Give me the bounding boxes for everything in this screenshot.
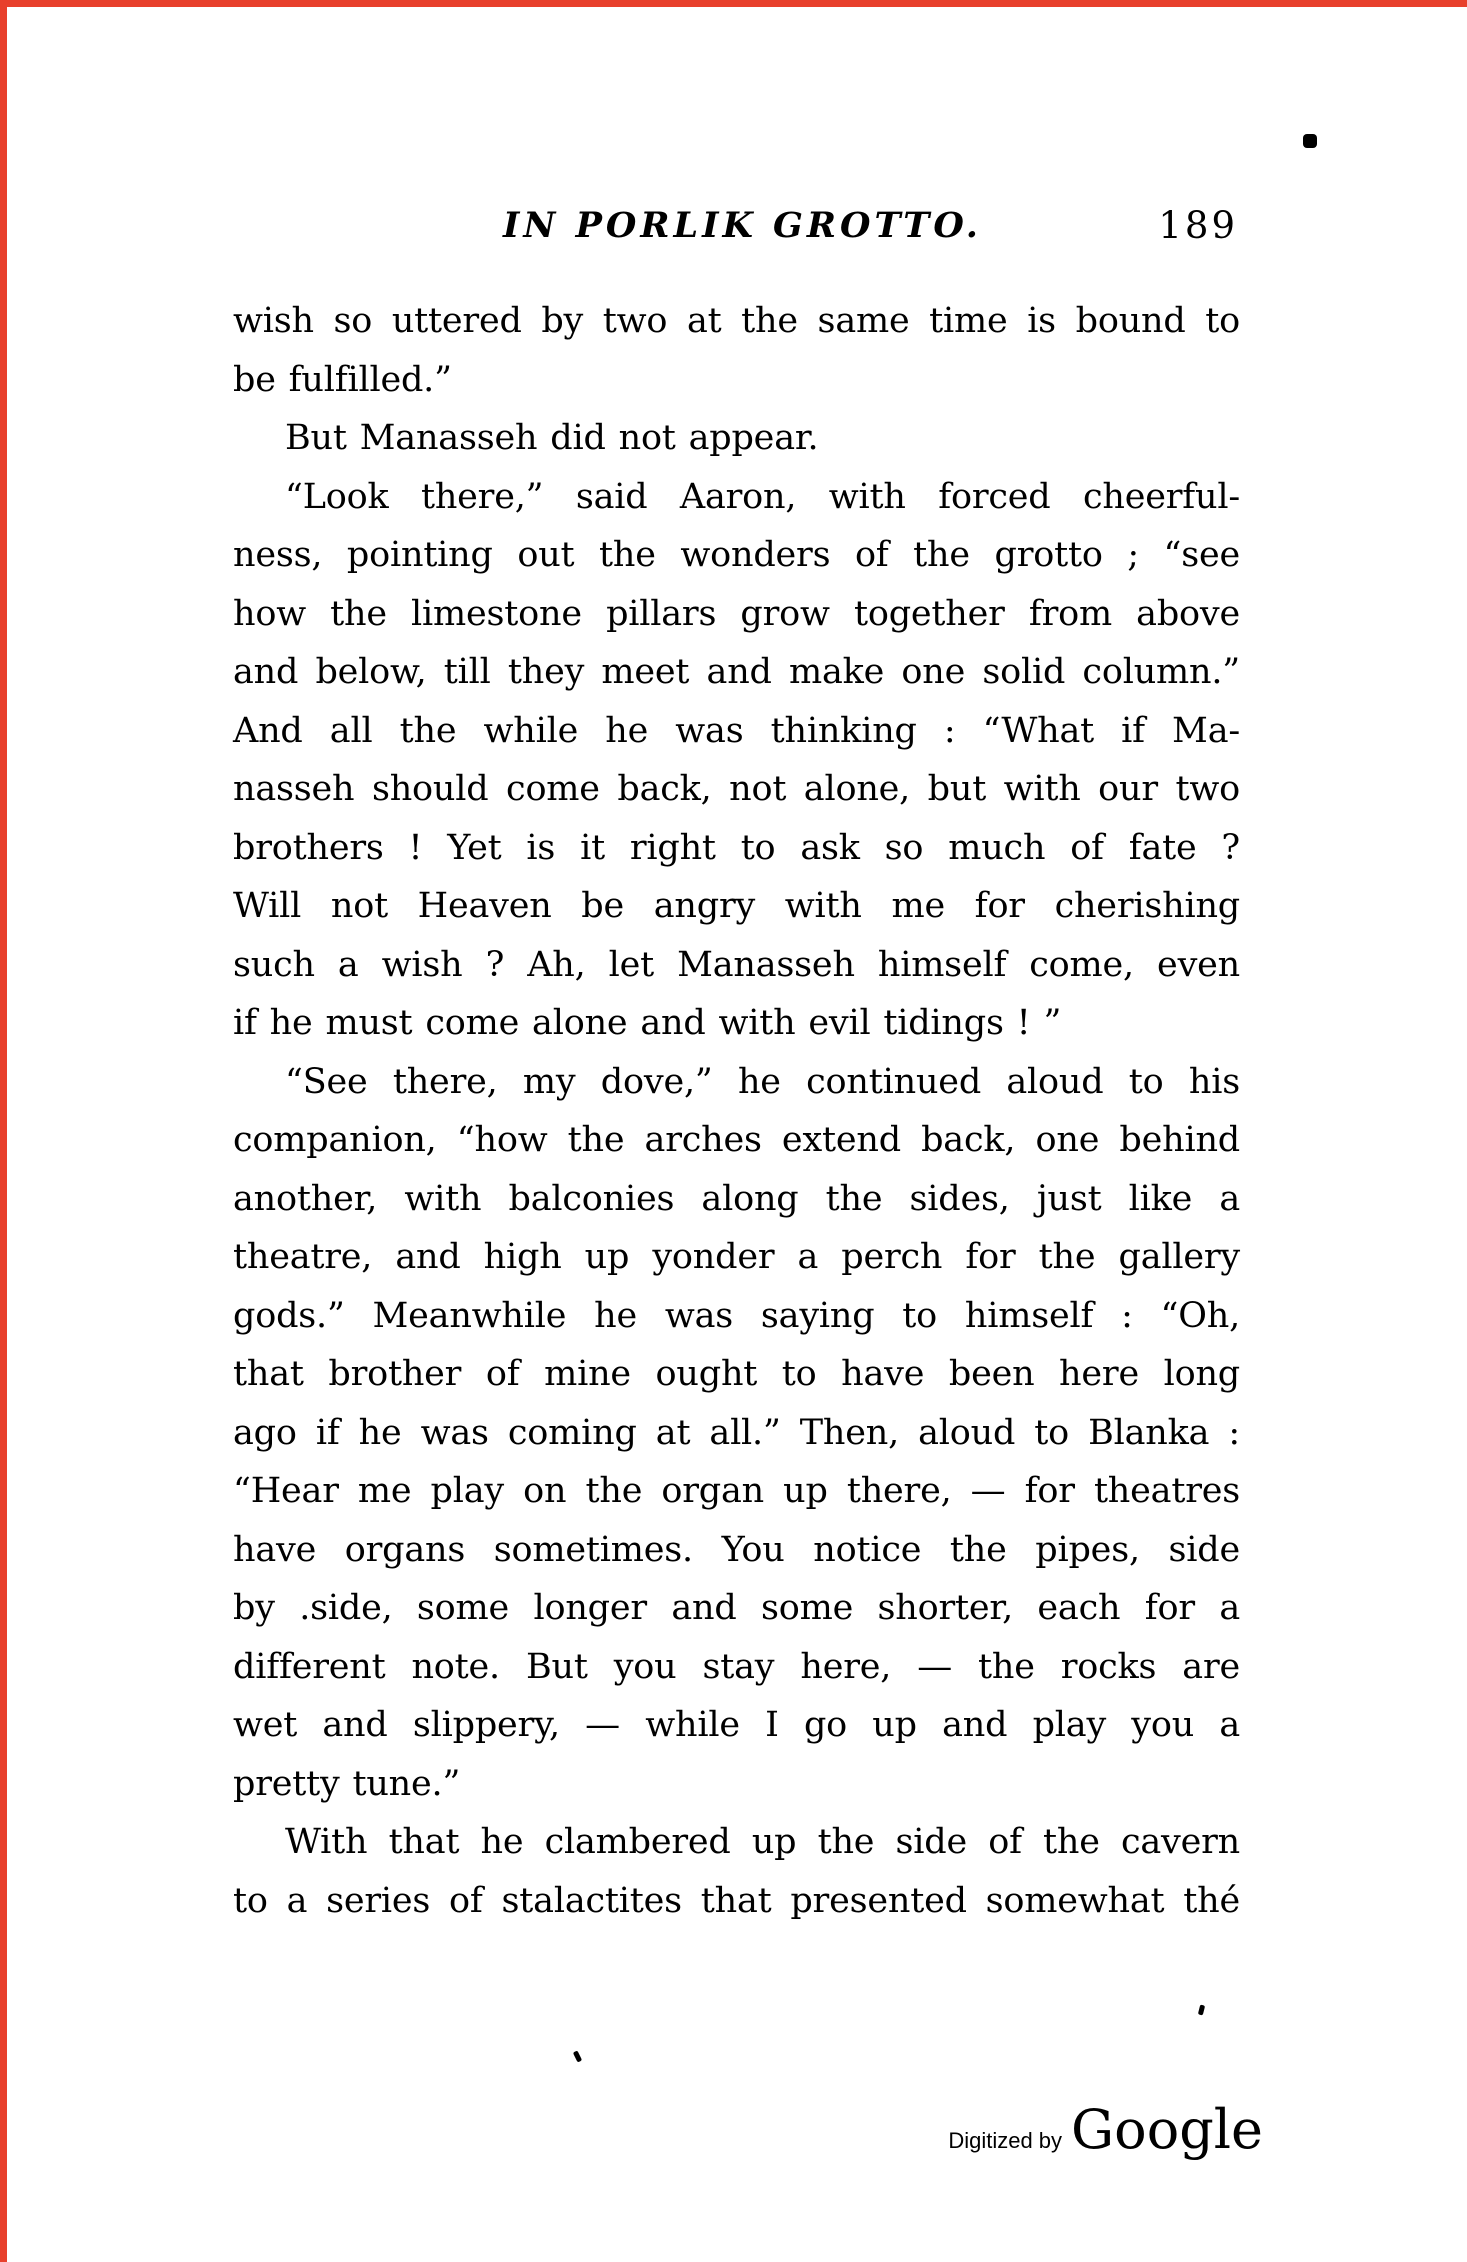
ink-blemish-bottom-right [1198,2005,1205,2016]
text-line: nasseh should come back, not alone, but with our two [233,769,1240,809]
text-line: And all the while he was thinking : “What if Ma- [233,710,1240,751]
text-line: “See there, my dove,” he continued aloud to his [285,1061,1240,1102]
text-line: to a series of stalactites that presented somewhat thé [233,1880,1240,1921]
ink-blemish-top-right [1303,134,1317,148]
digitized-by-label: Digitized by [948,2128,1063,2153]
body-text-block [233,292,1240,1930]
text-line: how the limestone pillars grow together from above [233,593,1240,634]
text-line: With that he clambered up the side of the cavern [285,1822,1240,1862]
text-line: companion, “how the arches extend back, one behind [233,1120,1240,1160]
footer [948,2098,1263,2161]
text-line: if he must come alone and with evil tidings ! ” [233,1003,1062,1043]
page-number: 189 [1158,204,1238,247]
text-line: and below, till they meet and make one solid column.” [233,652,1240,692]
text-line: wish so uttered by two at the same time is bound to [233,301,1240,341]
ink-blemish-bottom-left [573,2050,582,2062]
page-header [233,201,1240,251]
text-line: have organs sometimes. You notice the pipes, side [233,1529,1240,1570]
google-logo: Google [1071,2098,1263,2161]
text-line: ness, pointing out the wonders of the grotto ; “see [233,535,1240,575]
text-line: different note. But you stay here, — the rocks are [233,1646,1240,1687]
text-line: pretty tune.” [233,1763,461,1804]
text-line: brothers ! Yet is it right to ask so much of fate ? [233,827,1240,868]
text-line: But Manasseh did not appear. [285,418,819,458]
text-line: be fulfilled.” [233,359,452,400]
text-line: theatre, and high up yonder a perch for the gallery [233,1237,1240,1277]
running-title: IN PORLIK GROTTO. [503,205,982,246]
text-line: “Look there,” said Aaron, with forced cheerful- [285,476,1240,517]
scan-edge-left [0,0,7,2262]
text-line: “Hear me play on the organ up there, — for theatres [233,1471,1240,1511]
text-line: such a wish ? Ah, let Manasseh himself come, even [233,944,1240,985]
scan-edge-top [0,0,1467,7]
text-line: by .side, some longer and some shorter, each for a [233,1588,1240,1628]
text-line: Will not Heaven be angry with me for cherishing [233,886,1240,926]
text-line: another, with balconies along the sides, just like a [233,1178,1240,1219]
text-line: wet and slippery, — while I go up and play you a [233,1705,1240,1745]
text-line: that brother of mine ought to have been here long [233,1354,1240,1394]
text-line: gods.” Meanwhile he was saying to himself : “Oh, [233,1295,1240,1336]
text-line: ago if he was coming at all.” Then, aloud to Blanka : [233,1412,1240,1453]
